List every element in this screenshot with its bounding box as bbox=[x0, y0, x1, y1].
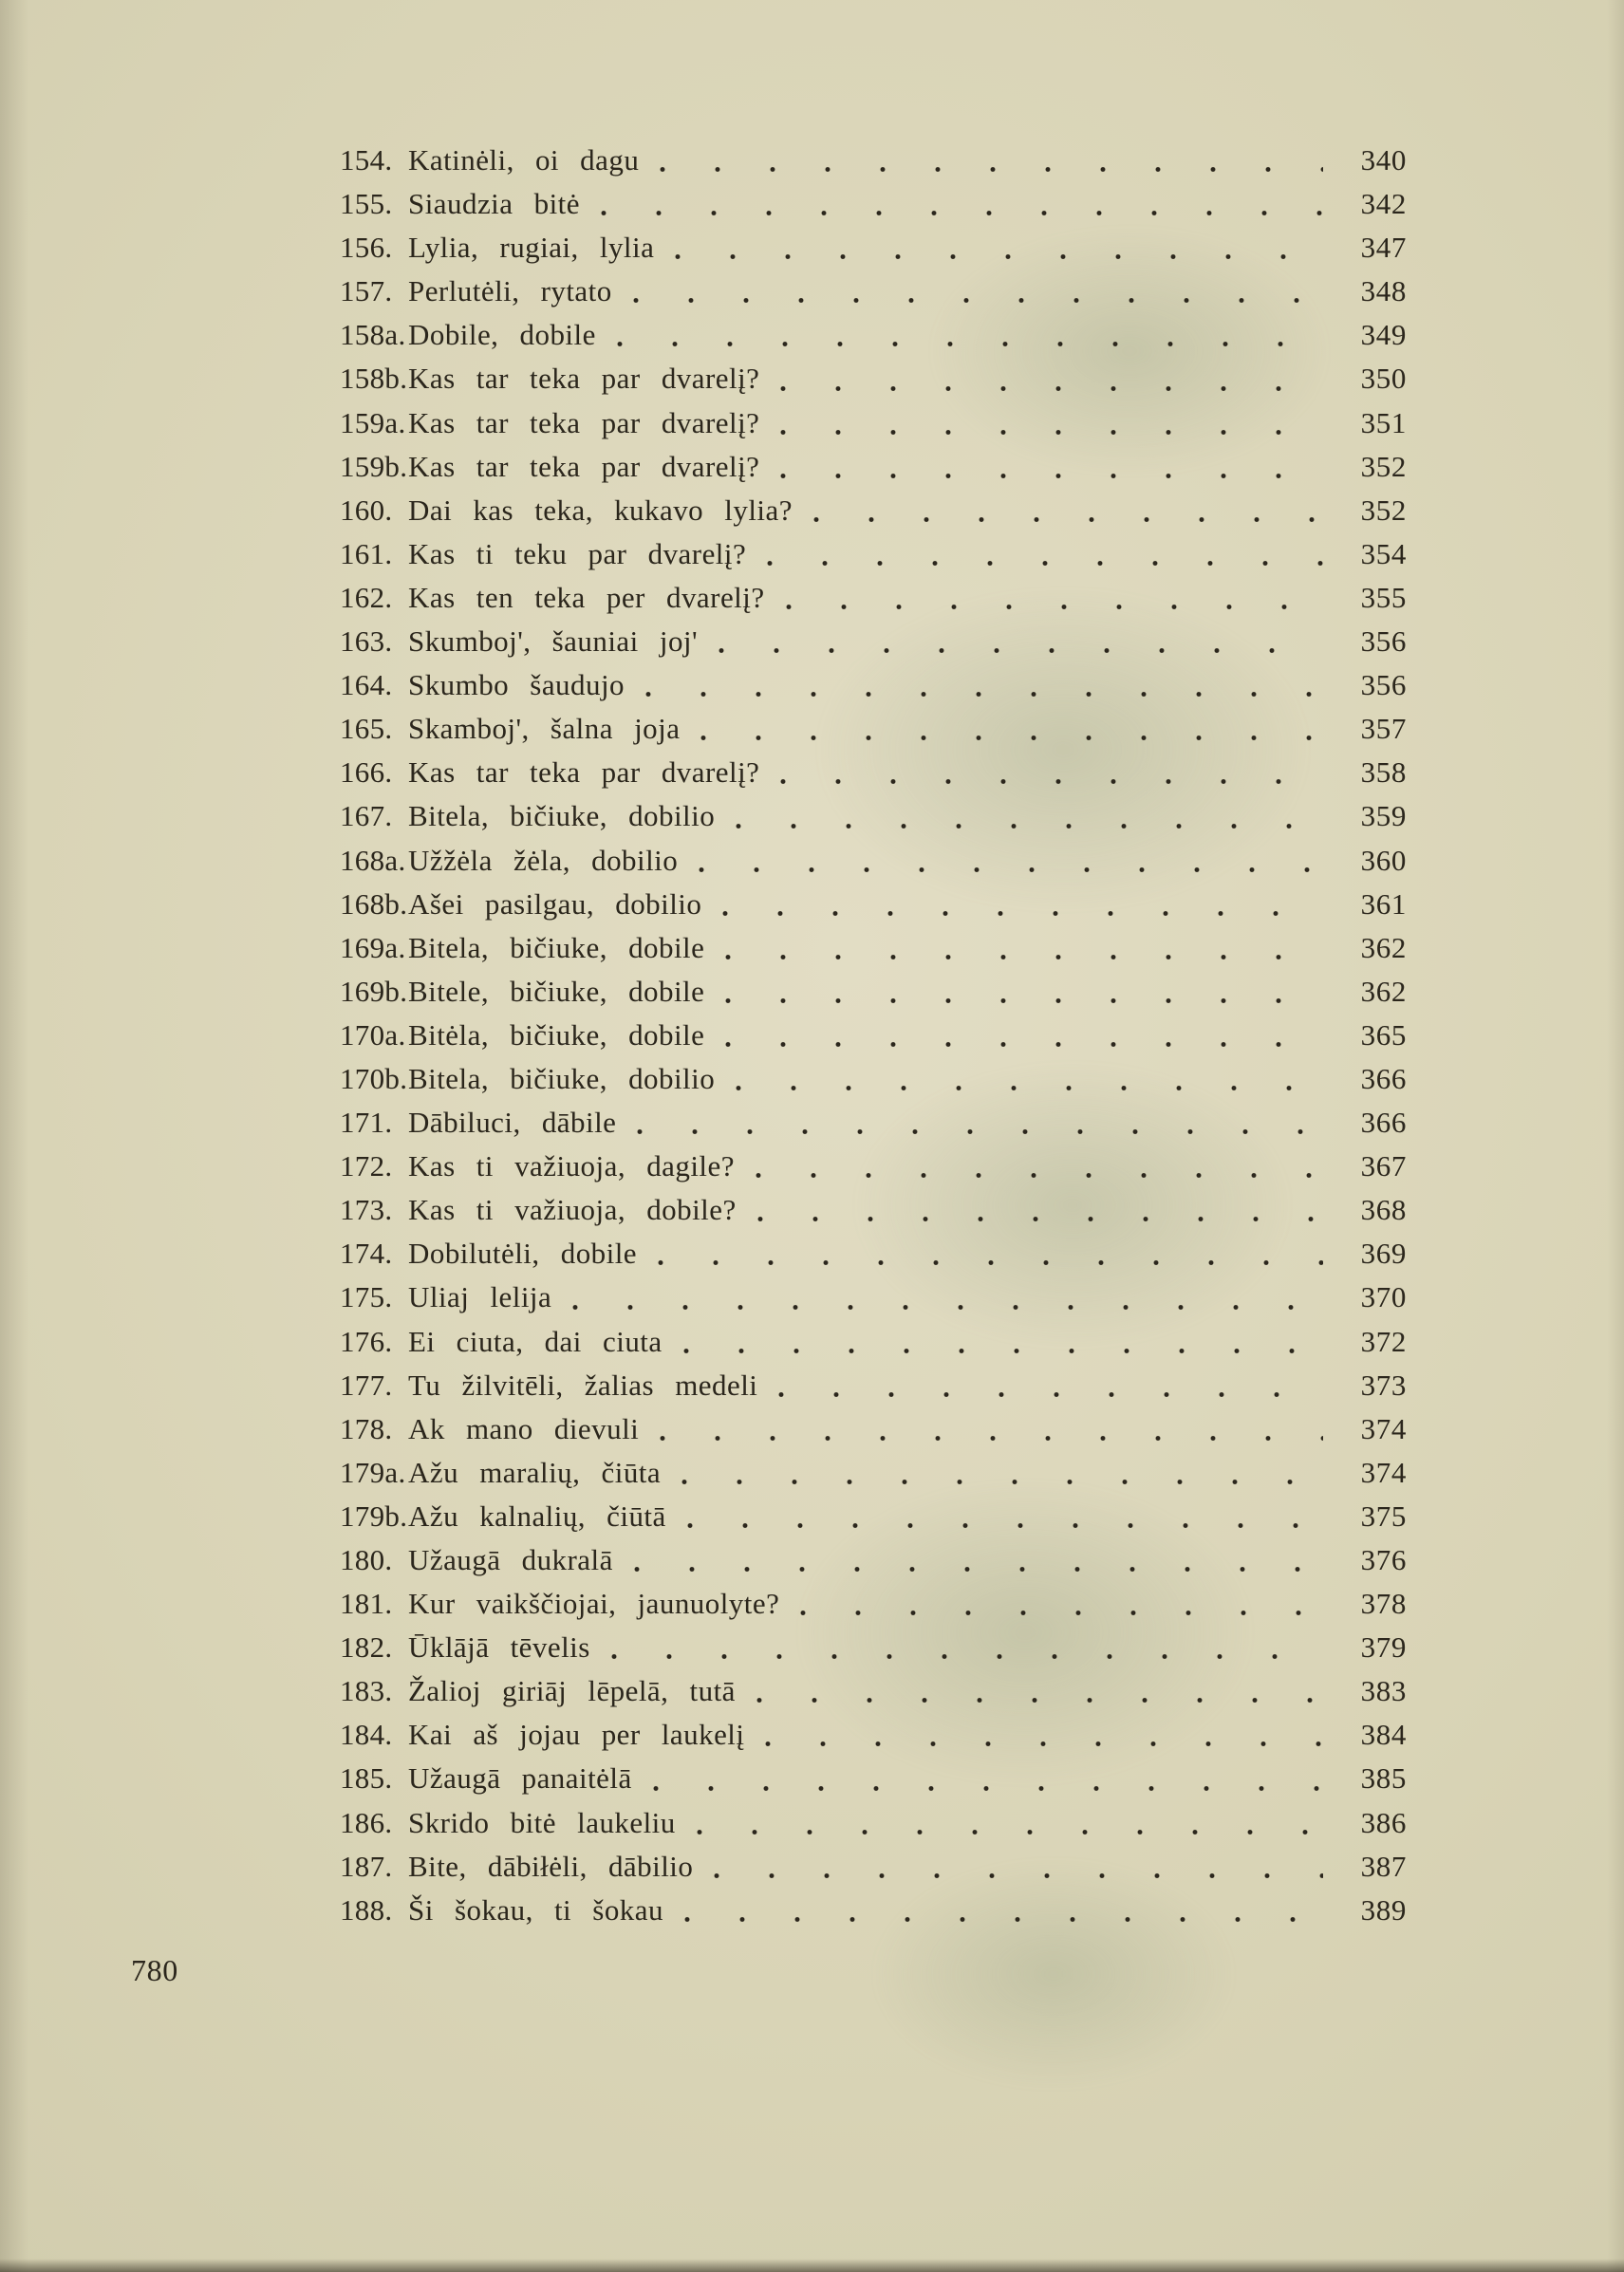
toc-entry-row bbox=[340, 970, 1407, 1014]
entry-page-number: 374 bbox=[1360, 1411, 1407, 1445]
leader-dots bbox=[765, 1740, 1323, 1748]
leader-dots bbox=[756, 1171, 1323, 1180]
entry-page-number: 362 bbox=[1360, 930, 1407, 964]
leader-dots bbox=[756, 1696, 1323, 1704]
entry-title: Lylia, rugiai, lylia bbox=[408, 231, 655, 265]
leader-dots bbox=[786, 603, 1323, 611]
entry-title: Ašei pasilgau, dobilio bbox=[408, 886, 702, 921]
toc-entry-row bbox=[340, 1889, 1407, 1932]
leader-dots bbox=[725, 1040, 1323, 1049]
entry-page-number: 376 bbox=[1360, 1543, 1407, 1576]
toc-entry-row bbox=[340, 270, 1407, 313]
leader-dots bbox=[780, 384, 1323, 393]
entry-number: 188. bbox=[340, 1892, 393, 1927]
entry-title: Kas tar teka par dvarelį? bbox=[408, 755, 760, 790]
leader-dots bbox=[719, 646, 1323, 655]
toc-entry-row bbox=[340, 1276, 1407, 1319]
entry-page-number: 384 bbox=[1360, 1718, 1407, 1752]
entry-number: 187. bbox=[340, 1849, 393, 1883]
entry-title: Perlutėli, rytato bbox=[408, 274, 612, 308]
leader-dots bbox=[572, 1303, 1323, 1312]
toc-entry-row bbox=[340, 313, 1407, 357]
entry-number: 163. bbox=[340, 624, 393, 659]
scan-edge-right-shadow bbox=[1607, 0, 1624, 2272]
entry-number: 168a. bbox=[340, 843, 406, 877]
entry-page-number: 385 bbox=[1360, 1761, 1407, 1796]
toc-entry-row bbox=[340, 1407, 1407, 1451]
entry-page-number: 358 bbox=[1360, 755, 1407, 790]
entry-title: Skumboj', šauniai joj' bbox=[408, 624, 699, 659]
entry-title: Bitela, bičiuke, dobilio bbox=[408, 799, 716, 833]
entry-page-number: 389 bbox=[1360, 1892, 1407, 1927]
entry-number: 186. bbox=[340, 1805, 393, 1839]
entry-number: 172. bbox=[340, 1149, 393, 1183]
entry-title: Katinėli, oi dagu bbox=[408, 143, 640, 177]
entry-number: 182. bbox=[340, 1630, 393, 1665]
leader-dots bbox=[780, 472, 1323, 480]
toc-entry-row bbox=[340, 182, 1407, 226]
entry-title: Ak mano dievuli bbox=[408, 1411, 640, 1445]
toc-entry-row bbox=[340, 1669, 1407, 1713]
entry-page-number: 342 bbox=[1360, 187, 1407, 221]
entry-number: 185. bbox=[340, 1761, 393, 1796]
entry-number: 178. bbox=[340, 1411, 393, 1445]
leader-dots bbox=[634, 1565, 1323, 1574]
leader-dots bbox=[687, 1521, 1323, 1530]
leader-dots bbox=[633, 296, 1323, 305]
entry-title: Kas ten teka per dvarelį? bbox=[408, 580, 765, 614]
entry-page-number: 361 bbox=[1360, 886, 1407, 921]
entry-page-number: 357 bbox=[1360, 712, 1407, 746]
toc-entry-row bbox=[340, 489, 1407, 532]
toc-entry-row bbox=[340, 139, 1407, 182]
toc-entry-row bbox=[340, 751, 1407, 794]
scan-edge-left-shadow bbox=[0, 0, 28, 2272]
toc-entry-row bbox=[340, 1451, 1407, 1495]
entry-number: 161. bbox=[340, 536, 393, 570]
toc-entry-row bbox=[340, 663, 1407, 707]
entry-title: Siaudzia bitė bbox=[408, 187, 580, 221]
entry-page-number: 356 bbox=[1360, 624, 1407, 659]
entry-title: Kas tar teka par dvarelį? bbox=[408, 449, 760, 483]
toc-entry-row bbox=[340, 1320, 1407, 1364]
entry-title: Skumbo šaudujo bbox=[408, 668, 625, 702]
toc-entry-row bbox=[340, 620, 1407, 663]
toc-entry-row bbox=[340, 1495, 1407, 1538]
leader-dots bbox=[722, 909, 1323, 918]
entry-page-number: 374 bbox=[1360, 1455, 1407, 1489]
entry-page-number: 359 bbox=[1360, 799, 1407, 833]
entry-title: Dai kas teka, kukavo lylia? bbox=[408, 493, 793, 527]
entry-page-number: 340 bbox=[1360, 143, 1407, 177]
entry-title: Kas tar teka par dvarelį? bbox=[408, 362, 760, 396]
entry-number: 180. bbox=[340, 1543, 393, 1576]
entry-title: Žalioj giriāj lēpelā, tutā bbox=[408, 1674, 736, 1708]
toc-entry-row bbox=[340, 532, 1407, 576]
entry-page-number: 387 bbox=[1360, 1849, 1407, 1883]
entry-page-number: 378 bbox=[1360, 1587, 1407, 1621]
leader-dots bbox=[778, 1390, 1323, 1399]
entry-number: 164. bbox=[340, 668, 393, 702]
entry-number: 155. bbox=[340, 187, 393, 221]
leader-dots bbox=[700, 734, 1323, 742]
entry-title: Bite, dābiłėli, dābilio bbox=[408, 1849, 694, 1883]
entry-title: Uliaj lelija bbox=[408, 1280, 552, 1314]
entry-page-number: 366 bbox=[1360, 1106, 1407, 1140]
entry-number: 170b. bbox=[340, 1061, 408, 1095]
entry-page-number: 373 bbox=[1360, 1368, 1407, 1402]
entry-number: 158a. bbox=[340, 318, 406, 352]
toc-entry-row bbox=[340, 707, 1407, 751]
toc-entry-row bbox=[340, 883, 1407, 926]
leader-dots bbox=[699, 866, 1323, 874]
entry-number: 169a. bbox=[340, 930, 406, 964]
leader-dots bbox=[757, 1215, 1323, 1223]
entry-number: 168b. bbox=[340, 886, 408, 921]
leader-dots bbox=[637, 1127, 1323, 1136]
entry-title: Kur vaikščiojai, jaunuolyte? bbox=[408, 1587, 780, 1621]
leader-dots bbox=[714, 1872, 1323, 1880]
entry-page-number: 354 bbox=[1360, 536, 1407, 570]
toc-entry-row bbox=[340, 1582, 1407, 1626]
entry-number: 157. bbox=[340, 274, 393, 308]
toc-entry-row bbox=[340, 1145, 1407, 1188]
toc-entry-row bbox=[340, 1364, 1407, 1407]
entry-number: 177. bbox=[340, 1368, 393, 1402]
toc-entry-row bbox=[340, 445, 1407, 489]
entry-number: 159a. bbox=[340, 405, 406, 439]
entry-number: 184. bbox=[340, 1718, 393, 1752]
toc-entry-row bbox=[340, 357, 1407, 400]
leader-dots bbox=[780, 428, 1323, 437]
entry-number: 166. bbox=[340, 755, 393, 790]
entry-title: Užaugā panaitėlā bbox=[408, 1761, 632, 1796]
entry-number: 165. bbox=[340, 712, 393, 746]
entry-number: 162. bbox=[340, 580, 393, 614]
entry-title: Bitela, bičiuke, dobile bbox=[408, 930, 705, 964]
entry-number: 171. bbox=[340, 1106, 393, 1140]
leader-dots bbox=[660, 165, 1323, 174]
entry-title: Skrido bitė laukeliu bbox=[408, 1805, 676, 1839]
leader-dots bbox=[813, 515, 1323, 524]
leader-dots bbox=[725, 953, 1323, 961]
toc-entry-row bbox=[340, 1626, 1407, 1669]
leader-dots bbox=[617, 340, 1323, 348]
leader-dots bbox=[660, 1434, 1323, 1443]
leader-dots bbox=[675, 252, 1323, 261]
leader-dots bbox=[681, 1478, 1323, 1486]
entry-title: Dobile, dobile bbox=[408, 318, 596, 352]
leader-dots bbox=[684, 1915, 1323, 1924]
entry-number: 154. bbox=[340, 143, 393, 177]
entry-title: Dābiluci, dābile bbox=[408, 1106, 617, 1140]
toc-entry-row bbox=[340, 1713, 1407, 1757]
leader-dots bbox=[683, 1347, 1323, 1355]
entry-title: Užžėla žėla, dobilio bbox=[408, 843, 679, 877]
entry-title: Kas ti teku par dvarelį? bbox=[408, 536, 747, 570]
toc-entry-row bbox=[340, 1057, 1407, 1101]
entry-page-number: 356 bbox=[1360, 668, 1407, 702]
entry-number: 174. bbox=[340, 1237, 393, 1271]
leader-dots bbox=[736, 1084, 1323, 1092]
toc-entry-row bbox=[340, 1538, 1407, 1582]
entry-page-number: 366 bbox=[1360, 1061, 1407, 1095]
toc-entry-row bbox=[340, 926, 1407, 970]
entry-title: Bitėla, bičiuke, dobile bbox=[408, 1017, 705, 1052]
entry-title: Ši šokau, ti šokau bbox=[408, 1892, 663, 1927]
entry-page-number: 368 bbox=[1360, 1193, 1407, 1227]
toc-entry-row bbox=[340, 1757, 1407, 1800]
toc-entry-row bbox=[340, 794, 1407, 838]
entry-number: 156. bbox=[340, 231, 393, 265]
entry-title: Ūklājā tēvelis bbox=[408, 1630, 590, 1665]
entry-page-number: 372 bbox=[1360, 1324, 1407, 1358]
entry-number: 179b. bbox=[340, 1499, 408, 1533]
leader-dots bbox=[767, 559, 1323, 568]
entry-title: Kas tar teka par dvarelį? bbox=[408, 405, 760, 439]
entry-title: Ažu kalnalių, čiūtā bbox=[408, 1499, 666, 1533]
toc-entry-row bbox=[340, 1188, 1407, 1232]
entry-number: 173. bbox=[340, 1193, 393, 1227]
leader-dots bbox=[780, 777, 1323, 786]
toc-entry-row bbox=[340, 226, 1407, 270]
entry-title: Dobilutėli, dobile bbox=[408, 1237, 638, 1271]
toc-entry-row bbox=[340, 1845, 1407, 1889]
entry-number: 183. bbox=[340, 1674, 393, 1708]
entry-title: Bitela, bičiuke, dobilio bbox=[408, 1061, 716, 1095]
entry-number: 169b. bbox=[340, 974, 408, 1008]
entry-page-number: 375 bbox=[1360, 1499, 1407, 1533]
folio-number: 780 bbox=[131, 1953, 178, 1987]
entry-title: Kai aš jojau per laukelį bbox=[408, 1718, 745, 1752]
entry-title: Skamboj', šalna joja bbox=[408, 712, 681, 746]
leader-dots bbox=[601, 209, 1323, 217]
entry-page-number: 383 bbox=[1360, 1674, 1407, 1708]
toc-entry-row bbox=[340, 1232, 1407, 1276]
entry-page-number: 386 bbox=[1360, 1805, 1407, 1839]
entry-title: Bitele, bičiuke, dobile bbox=[408, 974, 705, 1008]
toc-list bbox=[340, 139, 1407, 1932]
scan-edge-bottom-shadow bbox=[0, 2259, 1624, 2272]
toc-entry-row bbox=[340, 839, 1407, 883]
leader-dots bbox=[725, 996, 1323, 1005]
toc-entry-row bbox=[340, 1801, 1407, 1845]
entry-page-number: 347 bbox=[1360, 231, 1407, 265]
entry-number: 175. bbox=[340, 1280, 393, 1314]
entry-number: 167. bbox=[340, 799, 393, 833]
entry-number: 158b. bbox=[340, 362, 408, 396]
leader-dots bbox=[611, 1652, 1323, 1661]
entry-title: Ei ciuta, dai ciuta bbox=[408, 1324, 663, 1358]
entry-number: 159b. bbox=[340, 449, 408, 483]
leader-dots bbox=[736, 822, 1323, 830]
entry-number: 176. bbox=[340, 1324, 393, 1358]
entry-page-number: 350 bbox=[1360, 362, 1407, 396]
entry-number: 170a. bbox=[340, 1017, 406, 1052]
entry-number: 179a. bbox=[340, 1455, 406, 1489]
entry-page-number: 369 bbox=[1360, 1237, 1407, 1271]
entry-page-number: 352 bbox=[1360, 449, 1407, 483]
entry-page-number: 379 bbox=[1360, 1630, 1407, 1665]
leader-dots bbox=[658, 1258, 1323, 1267]
entry-number: 160. bbox=[340, 493, 393, 527]
leader-dots bbox=[653, 1784, 1323, 1793]
entry-page-number: 367 bbox=[1360, 1149, 1407, 1183]
entry-title: Tu žilvitēli, žalias medeli bbox=[408, 1368, 758, 1402]
toc-entry-row bbox=[340, 1101, 1407, 1145]
entry-page-number: 360 bbox=[1360, 843, 1407, 877]
entry-page-number: 370 bbox=[1360, 1280, 1407, 1314]
entry-page-number: 351 bbox=[1360, 405, 1407, 439]
entry-title: Užaugā dukralā bbox=[408, 1543, 613, 1576]
toc-entry-row bbox=[340, 1014, 1407, 1057]
entry-page-number: 349 bbox=[1360, 318, 1407, 352]
toc-entry-row bbox=[340, 401, 1407, 445]
entry-title: Ažu maralių, čiūta bbox=[408, 1455, 662, 1489]
entry-page-number: 365 bbox=[1360, 1017, 1407, 1052]
leader-dots bbox=[800, 1609, 1323, 1617]
leader-dots bbox=[697, 1828, 1323, 1836]
entry-page-number: 348 bbox=[1360, 274, 1407, 308]
entry-title: Kas ti važiuoja, dagile? bbox=[408, 1149, 735, 1183]
entry-page-number: 352 bbox=[1360, 493, 1407, 527]
entry-number: 181. bbox=[340, 1587, 393, 1621]
toc-entry-row bbox=[340, 576, 1407, 620]
entry-title: Kas ti važiuoja, dobile? bbox=[408, 1193, 737, 1227]
leader-dots bbox=[645, 690, 1323, 698]
entry-page-number: 355 bbox=[1360, 580, 1407, 614]
entry-page-number: 362 bbox=[1360, 974, 1407, 1008]
